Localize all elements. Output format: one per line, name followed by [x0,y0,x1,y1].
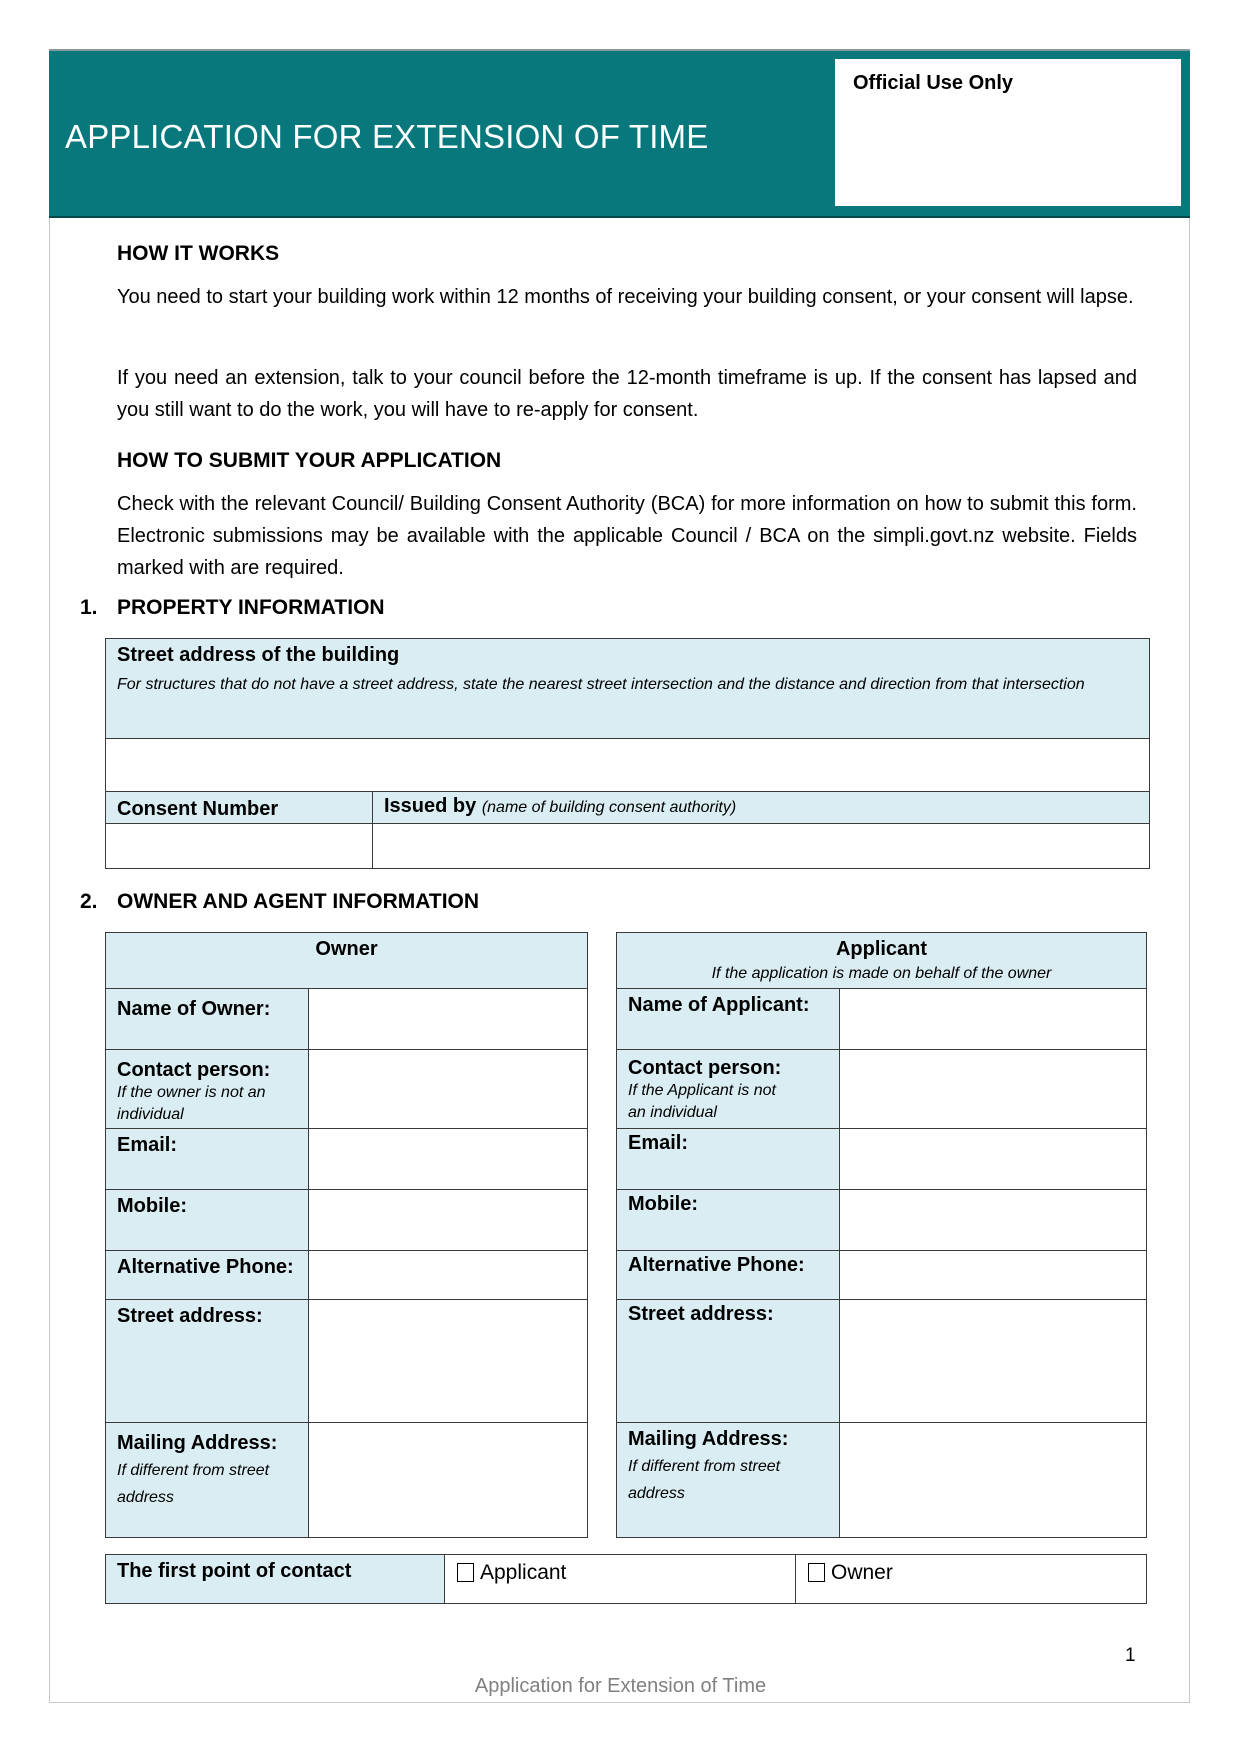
applicant-contact-input[interactable] [840,1050,1147,1129]
applicant-table [616,932,1147,1538]
street-address-hint: For structures that do not have a street address, state the nearest street intersection and the distance and direction from that intersection [117,676,1085,693]
section-2-heading: OWNER AND AGENT INFORMATION [117,890,480,913]
issued-by-input[interactable] [373,824,1150,869]
owner-table [105,932,588,1538]
contact-option-owner[interactable] [796,1555,1147,1604]
issued-by-label-cell [373,792,1150,824]
page-title: APPLICATION FOR EXTENSION OF TIME [65,118,709,155]
applicant-header-cell [617,933,1147,989]
footer-document-title: Application for Extension of Time [474,1675,767,1697]
street-address-label-cell [106,639,1150,739]
applicant-checkbox[interactable] [457,1563,474,1582]
applicant-mailing-address-hint: If different from street address [628,1458,781,1502]
owner-name-label: Name of Owner: [117,998,271,1020]
how-to-submit-heading: HOW TO SUBMIT YOUR APPLICATION [117,449,502,472]
applicant-alt-phone-input[interactable] [840,1251,1147,1300]
applicant-mobile-label: Mobile: [628,1193,698,1215]
contact-option-applicant[interactable] [445,1555,796,1604]
issued-by-label: Issued by [384,795,477,817]
owner-mailing-address-label: Mailing Address: [117,1432,278,1454]
issued-by-hint: (name of building consent authority) [481,799,737,816]
consent-number-label-cell [106,792,373,824]
street-address-label: Street address of the building [117,644,400,666]
how-to-submit-paragraph: Check with the relevant Council/ Building Consent Authority (BCA) for more information on how to submit this form. Electronic submissions may be available with the applicable Council / BCA on the simpli.govt.nz website. Fields marked with are required. [117,493,1137,579]
how-it-works-paragraph-2: If you need an extension, talk to your council before the 12-month timeframe is up. If the consent has lapsed and you still want to do the work, you will have to re-apply for consent. [117,367,1137,421]
applicant-subtitle: If the application is made on behalf of the owner [711,965,1052,982]
owner-contact-label: Contact person: [117,1059,271,1081]
applicant-street-address-label: Street address: [628,1303,774,1325]
owner-contact-input[interactable] [309,1050,588,1129]
owner-mailing-address-hint: If different from street address [117,1462,270,1506]
applicant-alt-phone-label: Alternative Phone: [628,1254,805,1276]
applicant-mailing-address-input[interactable] [840,1423,1147,1538]
applicant-contact-label: Contact person: [628,1057,782,1079]
section-2-number: 2. [80,890,98,913]
consent-number-input[interactable] [106,824,373,869]
owner-mailing-address-input[interactable] [309,1423,588,1538]
first-point-of-contact-table [105,1554,1147,1604]
owner-street-address-input[interactable] [309,1300,588,1423]
owner-contact-hint: If the owner is not an individual [117,1084,266,1123]
owner-mobile-input[interactable] [309,1190,588,1251]
street-address-input[interactable] [106,739,1150,792]
owner-alt-phone-input[interactable] [309,1251,588,1300]
owner-alt-phone-label: Alternative Phone: [117,1256,294,1278]
page-number: 1 [1125,1645,1136,1666]
applicant-title: Applicant [835,938,928,960]
section-1-heading: PROPERTY INFORMATION [117,596,385,619]
applicant-mobile-input[interactable] [840,1190,1147,1251]
section-1-number: 1. [80,596,98,619]
applicant-name-label: Name of Applicant: [628,994,810,1016]
how-it-works-paragraph-1: You need to start your building work within 12 months of receiving your building consent, or your consent will lapse. [117,286,1134,308]
owner-checkbox[interactable] [808,1563,825,1582]
applicant-email-input[interactable] [840,1129,1147,1190]
owner-header-cell [106,933,588,989]
owner-title: Owner [315,938,378,960]
owner-email-input[interactable] [309,1129,588,1190]
applicant-street-address-input[interactable] [840,1300,1147,1423]
owner-street-address-label: Street address: [117,1305,263,1327]
applicant-mailing-address-label: Mailing Address: [628,1428,789,1450]
how-it-works-heading: HOW IT WORKS [117,242,280,265]
applicant-option-label[interactable]: Applicant [480,1561,567,1584]
property-information-table [105,638,1150,869]
applicant-name-input[interactable] [840,989,1147,1050]
applicant-contact-hint: If the Applicant is not an individual [628,1082,776,1121]
owner-mobile-label: Mobile: [117,1195,187,1217]
owner-name-input[interactable] [309,989,588,1050]
first-point-of-contact-label: The first point of contact [117,1560,352,1582]
official-use-label: Official Use Only [853,72,1014,94]
applicant-email-label: Email: [628,1132,689,1154]
owner-email-label: Email: [117,1134,178,1156]
consent-number-label: Consent Number [117,798,279,820]
owner-option-label[interactable]: Owner [831,1561,893,1584]
